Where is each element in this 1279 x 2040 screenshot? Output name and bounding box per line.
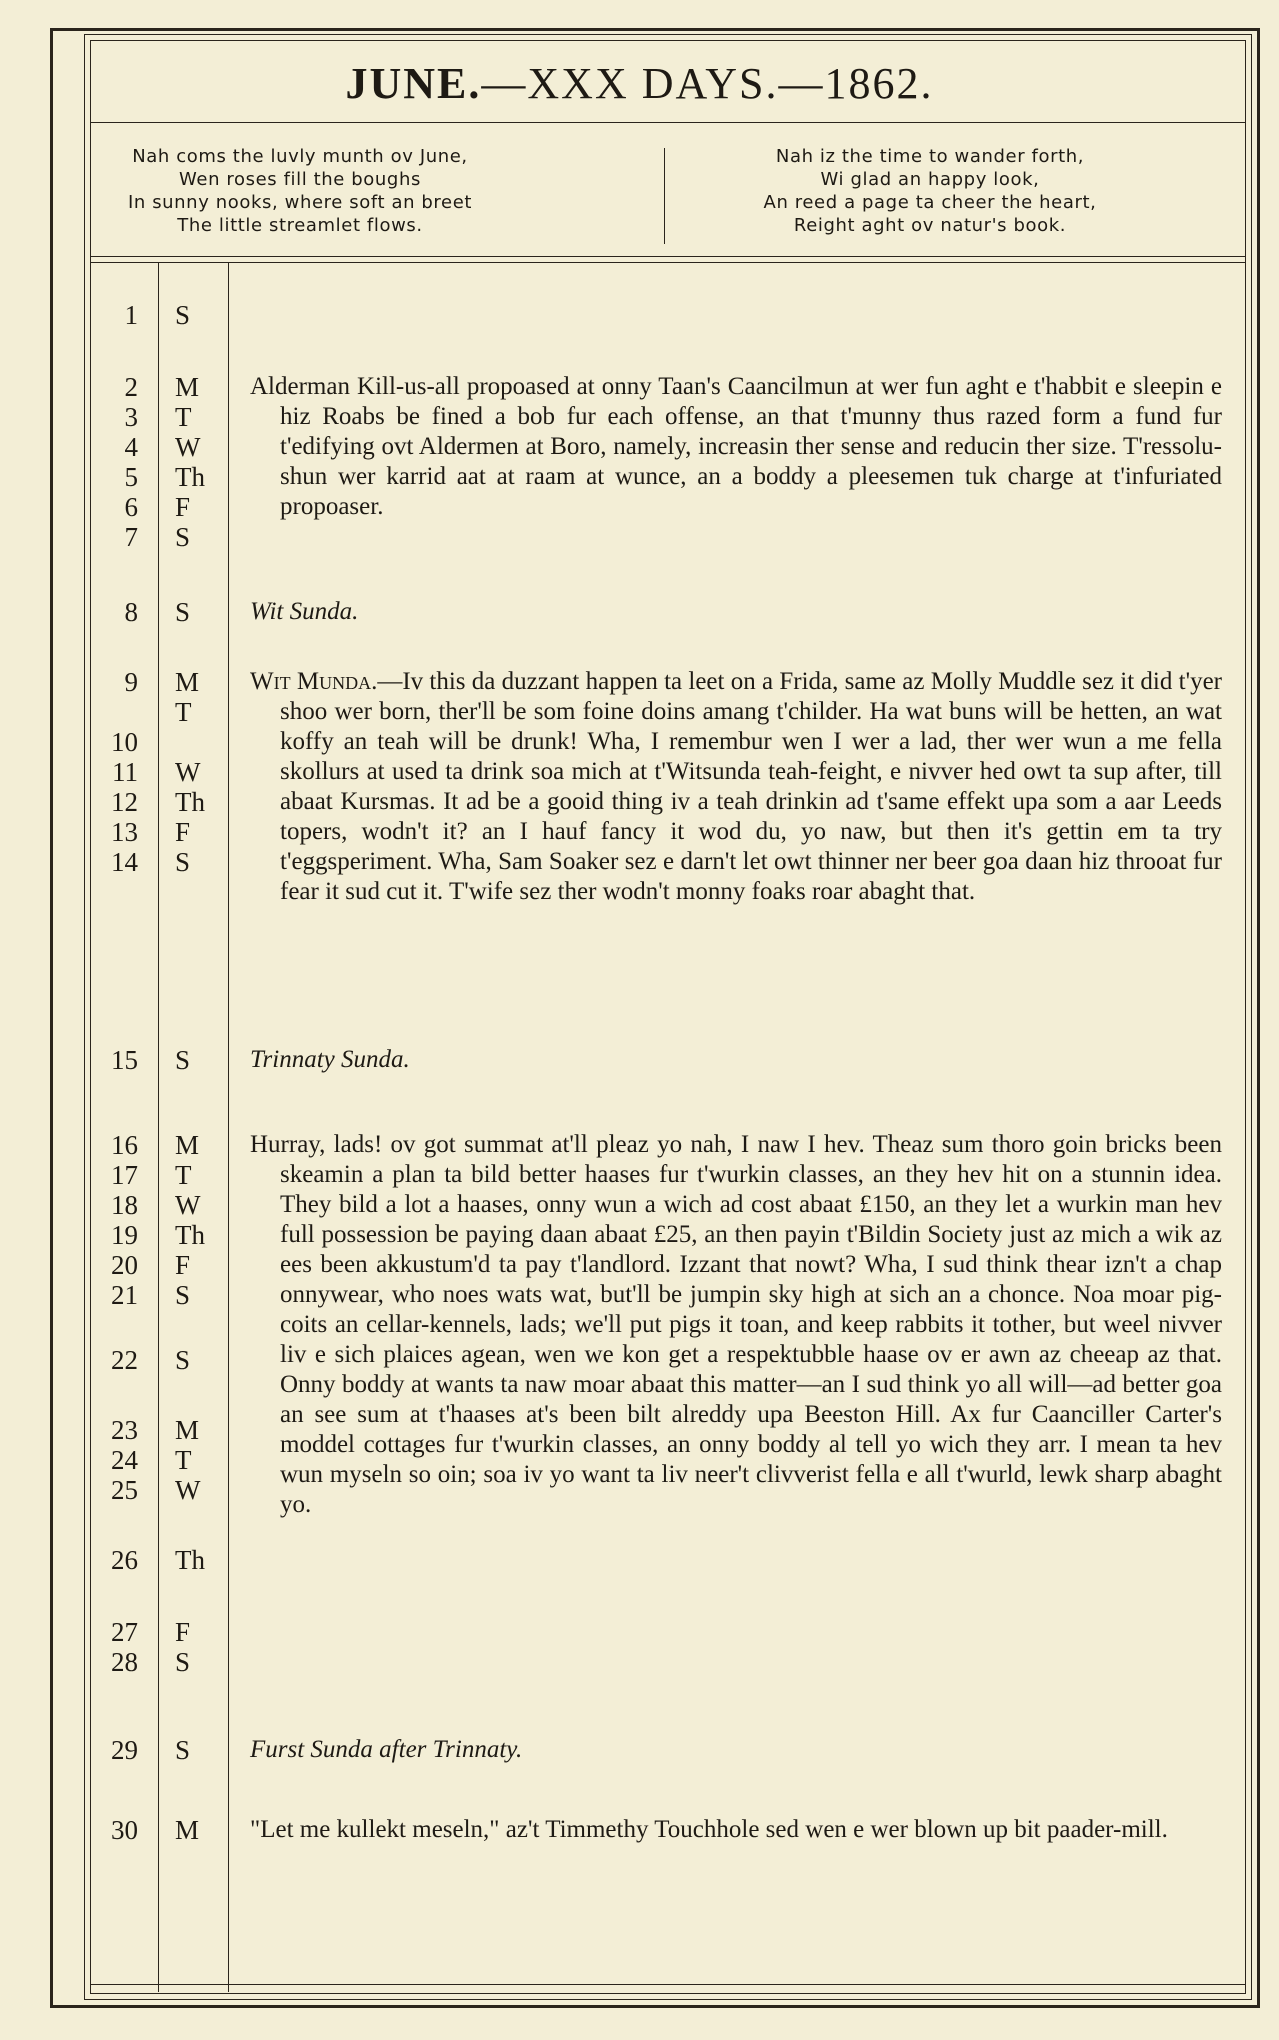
day-letter: S xyxy=(175,1345,191,1375)
day-letter: S xyxy=(175,300,191,330)
day-number: 7 xyxy=(124,522,138,552)
verse-rule-bottom xyxy=(90,262,1246,263)
day-letter: F xyxy=(175,492,191,522)
day-number: 4 xyxy=(124,432,138,462)
day-number: 6 xyxy=(124,492,138,522)
column-divider-day xyxy=(228,262,229,1992)
verse-right: Nah iz the time to wander forth, Wi glad an happy look, An reed a page ta cheer the heart, Reight aght ov natur's book. xyxy=(763,146,1097,236)
page-title: JUNE.—XXX DAYS.—1862. xyxy=(345,59,934,108)
day-number: 21 xyxy=(111,1280,138,1310)
day-letter: T xyxy=(175,1160,192,1190)
day-letter: Th xyxy=(175,1220,205,1250)
day-number: 29 xyxy=(111,1735,138,1765)
day-letter: M xyxy=(175,1415,200,1445)
title-rule xyxy=(90,122,1246,123)
day-letter: S xyxy=(175,522,191,552)
day-letter: W xyxy=(175,432,201,462)
entry-council: Alderman Kill-us-all propoased at onny Taan's Caancilmun at wer fun aght e t'habbit e sleepin e hiz Roabs be fined a bob fur each offense, an that t'munny thus razed form a fund fur t'edifying ovt Aldermen at Boro, namely, increasin ther sense and reducin ther size. T'ressolu-shun wer karrid aat at raam at wunce, an a boddy a pleesemen tuk charge at t'infuriated propoaser. xyxy=(250,373,1222,520)
day-letter: S xyxy=(175,1280,191,1310)
day-letter: W xyxy=(175,1475,201,1505)
day-letter: T xyxy=(175,402,192,432)
day-letter: S xyxy=(175,1735,191,1765)
day-letter: M xyxy=(175,1130,200,1160)
day-letter: S xyxy=(175,1647,191,1677)
day-letter: T xyxy=(175,1445,192,1475)
day-number: 8 xyxy=(124,597,138,627)
day-letter: W xyxy=(175,1190,201,1220)
day-letter: S xyxy=(175,847,191,877)
day-number: 25 xyxy=(111,1475,138,1505)
day-letter: M xyxy=(175,1815,200,1845)
verse-divider xyxy=(664,148,665,244)
day-number: 23 xyxy=(111,1415,138,1445)
day-number: 1 xyxy=(124,300,138,330)
bottom-rule xyxy=(90,1984,1246,1985)
day-number: 28 xyxy=(111,1647,138,1677)
day-number: 20 xyxy=(111,1250,138,1280)
column-divider-number xyxy=(158,262,159,1992)
day-number: 11 xyxy=(112,757,138,787)
entry-wit-sunda: Wit Sunda. xyxy=(250,598,359,625)
day-number: 15 xyxy=(111,1045,138,1075)
day-number: 26 xyxy=(111,1545,138,1575)
day-letter: F xyxy=(175,1250,191,1280)
day-letter: S xyxy=(175,597,191,627)
day-letter: Th xyxy=(175,1545,205,1575)
day-letter: F xyxy=(175,1617,191,1647)
day-letter: Th xyxy=(175,787,205,817)
day-number: 16 xyxy=(111,1130,138,1160)
day-letter: F xyxy=(175,817,191,847)
entry-housing: Hurray, lads! ov got summat at'll pleaz yo nah, I naw I hev. Theaz sum thoro goin bricks been skeamin a plan ta bild better haases fur t'wurkin classes, an they hev hit on a stunnin idea. They bild a lot a haases, onny wun a wich ad cost abaat £150, an they let a wurkin man hev full possession be paying daan abaat £25, an then payin t'Bildin Society just az mich a wik az ees been akkustum'd ta pay t'landlord. Izzant that nowt? Wha, I sud think thear izn't a chap onnywear, who noes wats wat, but'll be jumpin sky high at sich an a chonce. Noa moar pig-coits an cellar-kennels, lads; we'll put pigs it toan, and keep rabbits it tother, but weel nivver liv e sich plaices agean, wen we kon get a respektubble haase ov er awn az cheeap az that. Onny boddy at wants ta naw moar abaat this matter—an I sud think yo all will—ad better goa an see sum at t'haases at's been bilt alreddy upa Beeston Hill. Ax fur Caanciller Carter's moddel cottages fur t'wurkin classes, an onny boddy al tell yo wich they arr. I mean ta hev wun myseln so oin; soa iv yo want ta liv neer't clivverist fella e all t'wurld, lewk sharp abaght yo. xyxy=(250,1131,1222,1518)
day-number: 2 xyxy=(124,372,138,402)
day-number: 5 xyxy=(124,462,138,492)
day-number: 18 xyxy=(111,1190,138,1220)
entry-trinnaty: Trinnaty Sunda. xyxy=(250,1046,410,1073)
day-number: 17 xyxy=(111,1160,138,1190)
day-number: 10 xyxy=(111,727,138,757)
day-number: 9 xyxy=(124,667,138,697)
day-number: 14 xyxy=(111,847,138,877)
verse-rule-top xyxy=(90,256,1246,257)
entry-wit-munda: Wit Munda.—Iv this da duzzant happen ta leet on a Frida, same az Molly Muddle sez it did t'yer shoo wer born, ther'll be som foine doins amang t'childer. Ha wat buns will be hetten, an wat koffy an teah will be drunk! Wha, I remembur wen I wer a lad, ther wer wun a me fella skollurs at used ta drink soa mich at t'Witsunda teah-feight, e nivver hed owt ta sup after, till abaat Kursmas. It ad be a gooid thing iv a teah drinkin ad t'same effekt upa som a aar Leeds topers, wodn't it? an I hauf fancy it wod du, yo naw, but then it's gettin em ta try t'eggsperiment. Wha, Sam Soaker sez e darn't let owt thinner ner beer goa daan hiz throoat fur fear it sud cut it. T'wife sez ther wodn't monny foaks roar abaght that. xyxy=(250,668,1223,905)
verse-left: Nah coms the luvly munth ov June, Wen roses fill the boughs In sunny nooks, where soft an breet The little streamlet flows. xyxy=(127,146,473,236)
day-letter: W xyxy=(175,757,201,787)
day-number: 13 xyxy=(111,817,138,847)
day-number: 27 xyxy=(111,1617,138,1647)
day-letter: M xyxy=(175,372,200,402)
entry-furst-sunda: Furst Sunda after Trinnaty. xyxy=(250,1736,523,1763)
day-number: 3 xyxy=(124,402,138,432)
day-letter: Th xyxy=(175,462,205,492)
page-border-inner2 xyxy=(90,40,1246,1994)
day-letter: T xyxy=(175,697,192,727)
day-letter: S xyxy=(175,1045,191,1075)
day-number: 22 xyxy=(111,1345,138,1375)
day-letter: M xyxy=(175,667,200,697)
day-number: 30 xyxy=(111,1815,138,1845)
entry-timmethy: "Let me kullekt meseln," az't Timmethy Touchhole sed wen e wer blown up bit paader-mill. xyxy=(250,1816,1168,1843)
day-number: 24 xyxy=(111,1445,138,1475)
day-number: 12 xyxy=(111,787,138,817)
day-number: 19 xyxy=(111,1220,138,1250)
